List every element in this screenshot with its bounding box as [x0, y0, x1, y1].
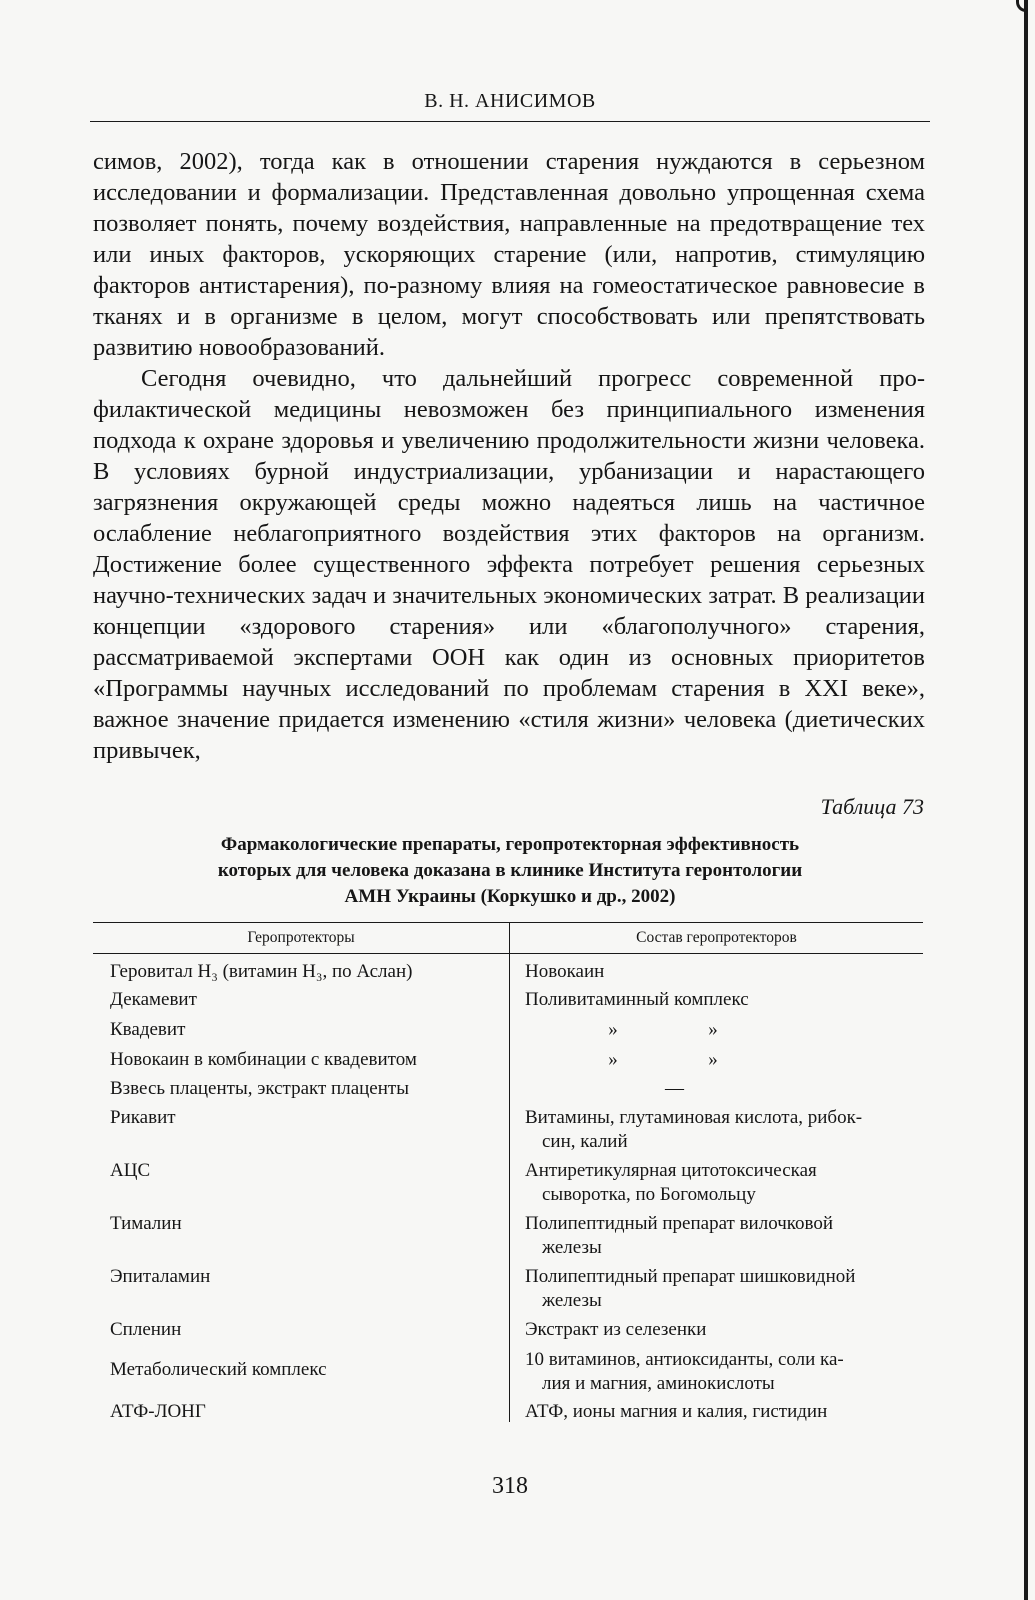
- running-head-rule: [90, 121, 930, 122]
- ditto-mark: »: [708, 1019, 718, 1040]
- row-composition: [525, 1348, 903, 1396]
- row-drug: Геровитал Н₃ (витамин Н₃, по Аслан): [110, 961, 413, 982]
- paragraph-2: Сегодня очевидно, что дальнейший прогресс современной профилактической медицины невозможен без принципиального изменения подхода к охране здоровья и увеличению продолжительности жизни человека. В условиях бурной индустриализации, урбанизации и нарастающего загрязнения окружающей среды можно надеяться лишь на частичное ослабление неблагоприятного воздействия этих факторов на организм. Достижение более существенного эффекта потребует решения серьезных научно-технических задач и значительных экономических затрат. В реализации концепции «здорового старения» или «благополучного» старения, рассматриваемой экспертами ООН как один из основных приоритетов «Программы научных исследований по проблемам старения в XXI веке», важное значение придается изменению «стиля жизни» человека (диетических привычек,: [93, 365, 926, 764]
- composition-continuation: железы: [542, 1290, 602, 1311]
- composition-line: Полипептидный препарат вилочковой: [525, 1213, 834, 1234]
- paragraph-1: симов, 2002), тогда как в отношении старения нуждаются в серьезном исследовании и формализации. Представленная довольно упрощенная схема позволяет понять, почему воздействия, направленные на предотвращение тех или иных факторов, ускоряющих старение (или, напротив, стимуляцию факторов антистарения), по-разному влияя на гомеостатическое равновесие в тканях и в организме в целом, могут способствовать или препятствовать развитию новообразований.: [93, 148, 925, 361]
- row-drug: АЦС: [110, 1160, 151, 1181]
- table-header-rule: [93, 953, 923, 954]
- composition-line: Антиретикулярная цитотоксическая: [525, 1160, 817, 1181]
- row-composition: [525, 1212, 903, 1260]
- row-drug: Взвесь плаценты, экстракт плаценты: [110, 1078, 409, 1099]
- page-number: 318: [492, 1473, 528, 1499]
- running-head: В. Н. АНИСИМОВ: [424, 90, 596, 112]
- composition-continuation: лия и магния, аминокислоты: [542, 1373, 775, 1394]
- page-edge-line: [1024, 0, 1028, 1600]
- row-composition-ditto: [525, 1018, 903, 1042]
- row-composition: [525, 1265, 903, 1313]
- table-top-rule: [93, 922, 923, 923]
- page-edge-hook: [1016, 0, 1028, 12]
- table-title-line: Фармакологические препараты, геропротекторная эффективность: [220, 834, 800, 855]
- composition-line: 10 витаминов, антиоксиданты, соли ка-: [525, 1349, 844, 1370]
- table-number: Таблица 73: [820, 794, 924, 819]
- row-drug: Рикавит: [110, 1107, 176, 1128]
- table-title-line: которых для человека доказана в клинике Института геронтологии: [217, 860, 803, 881]
- row-composition: Экстракт из селезенки: [525, 1319, 707, 1340]
- table-title-line: АМН Украины (Коркушко и др., 2002): [344, 886, 676, 907]
- row-drug: Метаболический комплекс: [110, 1359, 327, 1380]
- row-drug: Квадевит: [110, 1019, 186, 1040]
- row-composition-dash: [525, 1077, 903, 1101]
- row-drug: Тималин: [110, 1213, 182, 1234]
- table-header-geroprotectors: Геропротекторы: [247, 929, 355, 946]
- row-composition: [525, 1159, 903, 1207]
- row-composition: [525, 1106, 903, 1154]
- table-title: [120, 832, 900, 910]
- row-drug: Новокаин в комбинации с квадевитом: [110, 1049, 417, 1070]
- body-text: [93, 146, 925, 766]
- composition-continuation: син, калий: [542, 1131, 628, 1152]
- composition-line: Полипептидный препарат шишковидной: [525, 1266, 856, 1287]
- table-header-composition: Состав геропротекторов: [636, 929, 797, 946]
- row-composition: Новокаин: [525, 961, 605, 982]
- row-drug: Декамевит: [110, 989, 197, 1010]
- row-drug: АТФ-ЛОНГ: [110, 1401, 206, 1422]
- row-composition-ditto: [525, 1048, 903, 1072]
- dash-mark: —: [665, 1078, 684, 1099]
- composition-continuation: железы: [542, 1237, 602, 1258]
- ditto-mark: »: [608, 1049, 618, 1070]
- table-column-divider: [509, 922, 510, 1422]
- row-composition: АТФ, ионы магния и калия, гистидин: [525, 1401, 828, 1422]
- ditto-mark: »: [708, 1049, 718, 1070]
- composition-continuation: сыворотка, по Богомольцу: [542, 1184, 756, 1205]
- ditto-mark: »: [608, 1019, 618, 1040]
- row-drug: Спленин: [110, 1319, 182, 1340]
- row-composition: Поливитаминный комплекс: [525, 989, 749, 1010]
- row-drug: Эпиталамин: [110, 1266, 211, 1287]
- composition-line: Витамины, глутаминовая кислота, рибок-: [525, 1107, 863, 1128]
